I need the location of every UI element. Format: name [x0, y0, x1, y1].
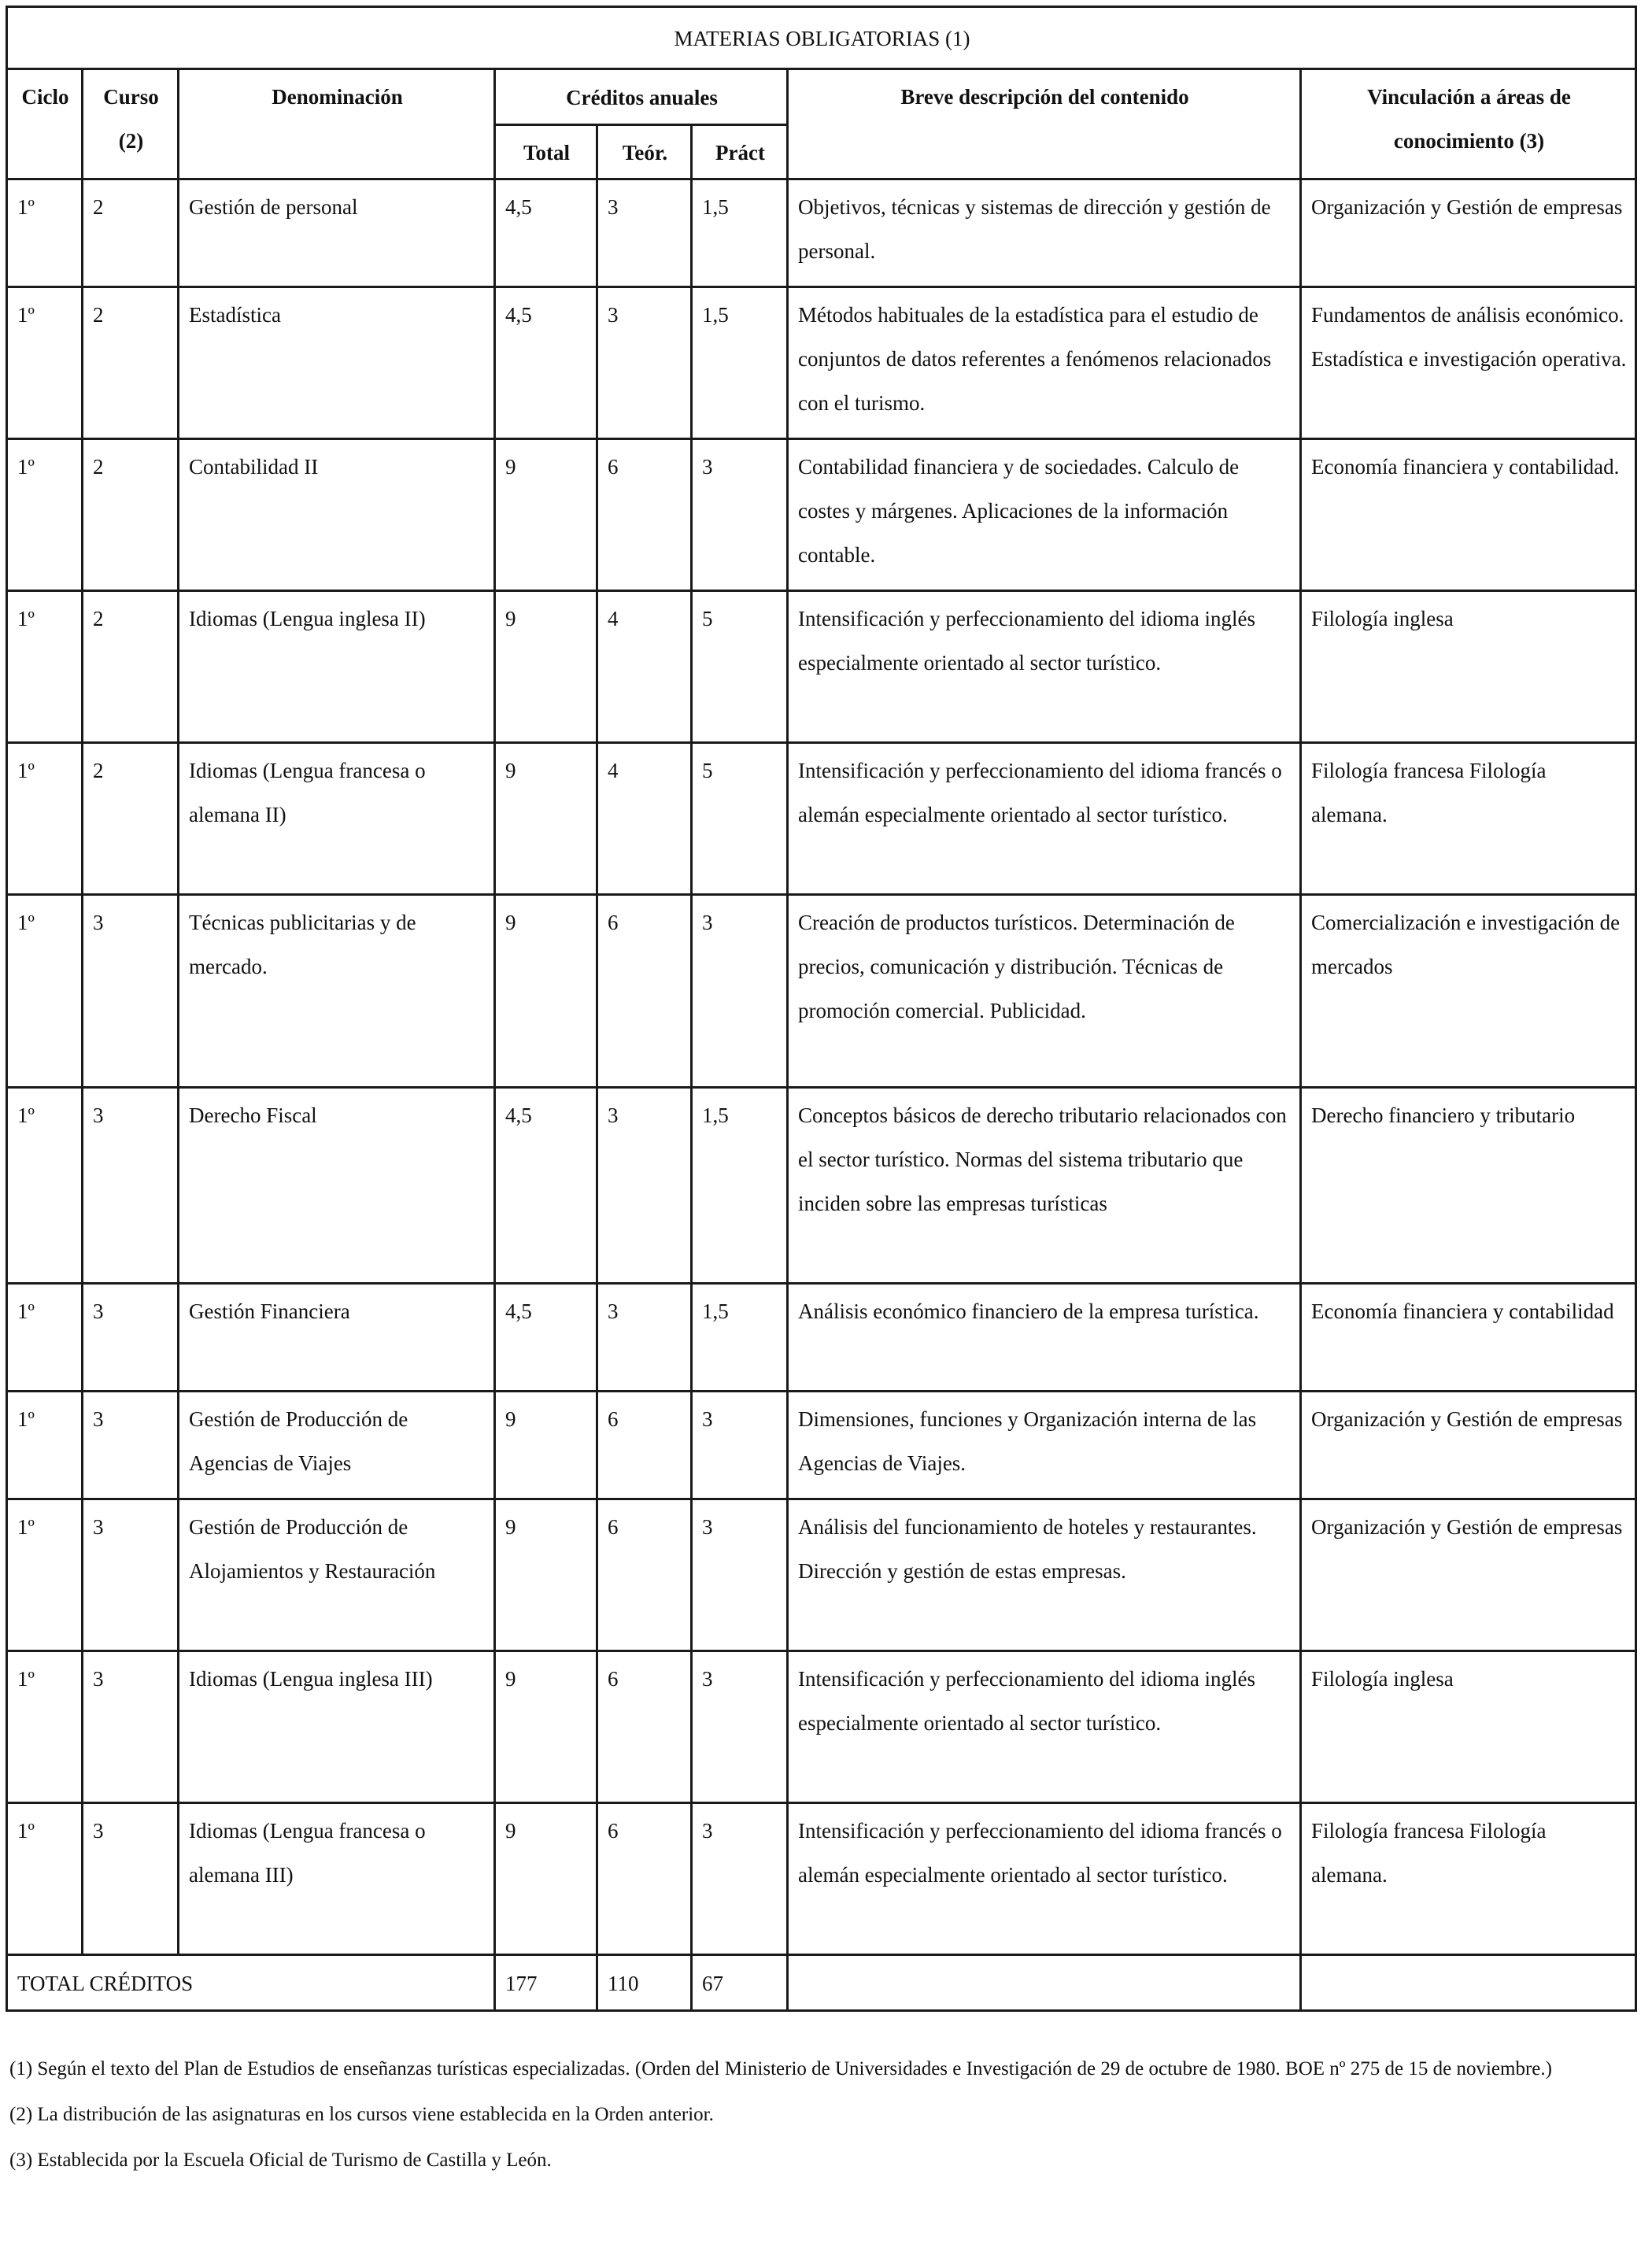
cell-curso: 2 — [83, 591, 179, 743]
cell-vinculacion: Filología francesa Filología alemana. — [1301, 1803, 1636, 1955]
header-teor: Teór. — [597, 125, 692, 179]
footnote-3: (3) Establecida por la Escuela Oficial de Turismo de Castilla y León. — [9, 2150, 552, 2171]
cell-denominacion: Gestión de Producción de Agencias de Viajes — [179, 1392, 495, 1499]
table-row — [7, 1803, 1636, 1955]
cell-denominacion: Derecho Fiscal — [179, 1088, 495, 1284]
cell-ciclo: 1º — [7, 895, 83, 1088]
cell-teor: 4 — [597, 591, 692, 743]
cell-ciclo: 1º — [7, 591, 83, 743]
header-denominacion: Denominación — [179, 69, 495, 179]
cell-pract: 1,5 — [692, 287, 788, 439]
cell-descripcion: Análisis económico financiero de la empresa turística. — [788, 1284, 1301, 1392]
cell-descripcion: Análisis del funcionamiento de hoteles y restaurantes. Dirección y gestión de estas empresas. — [788, 1499, 1301, 1651]
cell-curso: 2 — [83, 287, 179, 439]
cell-curso: 3 — [83, 895, 179, 1088]
cell-total: 4,5 — [495, 1088, 597, 1284]
table-row — [7, 1088, 1636, 1284]
totals-empty-vinculacion — [1301, 1955, 1636, 2011]
cell-descripcion: Intensificación y perfeccionamiento del idioma inglés especialmente orientado al sector turístico. — [788, 591, 1301, 743]
cell-vinculacion: Comercialización e investigación de mercados — [1301, 895, 1636, 1088]
cell-vinculacion: Organización y Gestión de empresas — [1301, 1392, 1636, 1499]
cell-ciclo: 1º — [7, 287, 83, 439]
cell-vinculacion: Economía financiera y contabilidad — [1301, 1284, 1636, 1392]
header-creditos-anuales: Créditos anuales — [495, 69, 788, 125]
cell-teor: 3 — [597, 1284, 692, 1392]
cell-teor: 6 — [597, 1499, 692, 1651]
cell-total: 9 — [495, 1651, 597, 1803]
footnote-2: (2) La distribución de las asignaturas en los cursos viene establecida en la Orden anterior. — [9, 2104, 714, 2125]
totals-empty-descripcion — [788, 1955, 1301, 2011]
header-curso: Curso (2) — [83, 69, 179, 179]
cell-total: 9 — [495, 1499, 597, 1651]
cell-pract: 5 — [692, 591, 788, 743]
cell-teor: 6 — [597, 1803, 692, 1955]
table-row — [7, 1499, 1636, 1651]
table-row — [7, 591, 1636, 743]
cell-teor: 3 — [597, 179, 692, 287]
cell-descripcion: Objetivos, técnicas y sistemas de dirección y gestión de personal. — [788, 179, 1301, 287]
table-title: MATERIAS OBLIGATORIAS (1) — [7, 7, 1636, 69]
totals-teor: 110 — [597, 1955, 692, 2011]
cell-denominacion: Estadística — [179, 287, 495, 439]
table-row — [7, 1651, 1636, 1803]
cell-ciclo: 1º — [7, 1088, 83, 1284]
cell-pract: 1,5 — [692, 1088, 788, 1284]
cell-vinculacion: Filología inglesa — [1301, 591, 1636, 743]
cell-total: 9 — [495, 1392, 597, 1499]
cell-descripcion: Conceptos básicos de derecho tributario relacionados con el sector turístico. Normas del sistema tributario que inciden sobre las empresas turísticas — [788, 1088, 1301, 1284]
cell-teor: 3 — [597, 287, 692, 439]
header-ciclo: Ciclo — [7, 69, 83, 179]
cell-curso: 3 — [83, 1803, 179, 1955]
cell-pract: 3 — [692, 1803, 788, 1955]
cell-pract: 3 — [692, 1392, 788, 1499]
cell-denominacion: Gestión de personal — [179, 179, 495, 287]
cell-vinculacion: Derecho financiero y tributario — [1301, 1088, 1636, 1284]
cell-denominacion: Gestión Financiera — [179, 1284, 495, 1392]
table-row — [7, 895, 1636, 1088]
cell-vinculacion: Filología inglesa — [1301, 1651, 1636, 1803]
table-row — [7, 287, 1636, 439]
cell-descripcion: Intensificación y perfeccionamiento del idioma francés o alemán especialmente orientado al sector turístico. — [788, 743, 1301, 895]
cell-ciclo: 1º — [7, 179, 83, 287]
table-row — [7, 1392, 1636, 1499]
cell-descripcion: Dimensiones, funciones y Organización interna de las Agencias de Viajes. — [788, 1392, 1301, 1499]
cell-curso: 3 — [83, 1651, 179, 1803]
cell-curso: 3 — [83, 1499, 179, 1651]
cell-descripcion: Contabilidad financiera y de sociedades. Calculo de costes y márgenes. Aplicaciones de la información contable. — [788, 439, 1301, 591]
cell-ciclo: 1º — [7, 1284, 83, 1392]
header-descripcion: Breve descripción del contenido — [788, 69, 1301, 179]
cell-pract: 1,5 — [692, 1284, 788, 1392]
cell-teor: 6 — [597, 1392, 692, 1499]
totals-total: 177 — [495, 1955, 597, 2011]
table-row — [7, 439, 1636, 591]
cell-denominacion: Idiomas (Lengua inglesa III) — [179, 1651, 495, 1803]
totals-label: TOTAL CRÉDITOS — [7, 1955, 495, 2011]
cell-total: 9 — [495, 743, 597, 895]
cell-descripcion: Intensificación y perfeccionamiento del idioma inglés especialmente orientado al sector turístico. — [788, 1651, 1301, 1803]
cell-total: 9 — [495, 1803, 597, 1955]
cell-curso: 2 — [83, 743, 179, 895]
header-total: Total — [495, 125, 597, 179]
cell-ciclo: 1º — [7, 439, 83, 591]
cell-total: 4,5 — [495, 287, 597, 439]
footnotes — [9, 2046, 1639, 2183]
cell-vinculacion: Organización y Gestión de empresas — [1301, 1499, 1636, 1651]
cell-pract: 3 — [692, 439, 788, 591]
cell-pract: 3 — [692, 1499, 788, 1651]
cell-teor: 4 — [597, 743, 692, 895]
cell-curso: 3 — [83, 1088, 179, 1284]
cell-ciclo: 1º — [7, 1392, 83, 1499]
header-vinculacion: Vinculación a áreas de conocimiento (3) — [1301, 69, 1636, 179]
cell-denominacion: Gestión de Producción de Alojamientos y Restauración — [179, 1499, 495, 1651]
cell-descripcion: Creación de productos turísticos. Determinación de precios, comunicación y distribución. Técnicas de promoción comercial. Publicidad. — [788, 895, 1301, 1088]
cell-pract: 3 — [692, 1651, 788, 1803]
cell-descripcion: Intensificación y perfeccionamiento del idioma francés o alemán especialmente orientado al sector turístico. — [788, 1803, 1301, 1955]
totals-pract: 67 — [692, 1955, 788, 2011]
cell-vinculacion: Fundamentos de análisis económico. Estadística e investigación operativa. — [1301, 287, 1636, 439]
totals-row — [7, 1955, 1636, 2011]
cell-total: 4,5 — [495, 179, 597, 287]
cell-teor: 6 — [597, 439, 692, 591]
cell-denominacion: Idiomas (Lengua francesa o alemana II) — [179, 743, 495, 895]
cell-total: 4,5 — [495, 1284, 597, 1392]
cell-teor: 3 — [597, 1088, 692, 1284]
cell-curso: 3 — [83, 1392, 179, 1499]
cell-curso: 2 — [83, 439, 179, 591]
cell-vinculacion: Organización y Gestión de empresas — [1301, 179, 1636, 287]
cell-pract: 3 — [692, 895, 788, 1088]
cell-denominacion: Técnicas publicitarias y de mercado. — [179, 895, 495, 1088]
cell-ciclo: 1º — [7, 743, 83, 895]
cell-teor: 6 — [597, 1651, 692, 1803]
cell-curso: 2 — [83, 179, 179, 287]
cell-total: 9 — [495, 591, 597, 743]
cell-descripcion: Métodos habituales de la estadística para el estudio de conjuntos de datos referentes a fenómenos relacionados con el turismo. — [788, 287, 1301, 439]
header-pract: Práct — [692, 125, 788, 179]
cell-pract: 1,5 — [692, 179, 788, 287]
footnote-1: (1) Según el texto del Plan de Estudios de enseñanzas turísticas especializadas. (Orden del Ministerio de Universidades e Investigación de 29 de octubre de 1980. BOE nº 275 de 15 de noviembre.) — [9, 2058, 1552, 2079]
cell-vinculacion: Filología francesa Filología alemana. — [1301, 743, 1636, 895]
table-row — [7, 1284, 1636, 1392]
cell-ciclo: 1º — [7, 1803, 83, 1955]
cell-total: 9 — [495, 895, 597, 1088]
materias-obligatorias-table — [6, 6, 1637, 2012]
cell-ciclo: 1º — [7, 1651, 83, 1803]
cell-pract: 5 — [692, 743, 788, 895]
cell-vinculacion: Economía financiera y contabilidad. — [1301, 439, 1636, 591]
cell-ciclo: 1º — [7, 1499, 83, 1651]
table-row — [7, 743, 1636, 895]
cell-denominacion: Idiomas (Lengua francesa o alemana III) — [179, 1803, 495, 1955]
cell-total: 9 — [495, 439, 597, 591]
cell-curso: 3 — [83, 1284, 179, 1392]
cell-denominacion: Contabilidad II — [179, 439, 495, 591]
cell-teor: 6 — [597, 895, 692, 1088]
cell-denominacion: Idiomas (Lengua inglesa II) — [179, 591, 495, 743]
table-row — [7, 179, 1636, 287]
